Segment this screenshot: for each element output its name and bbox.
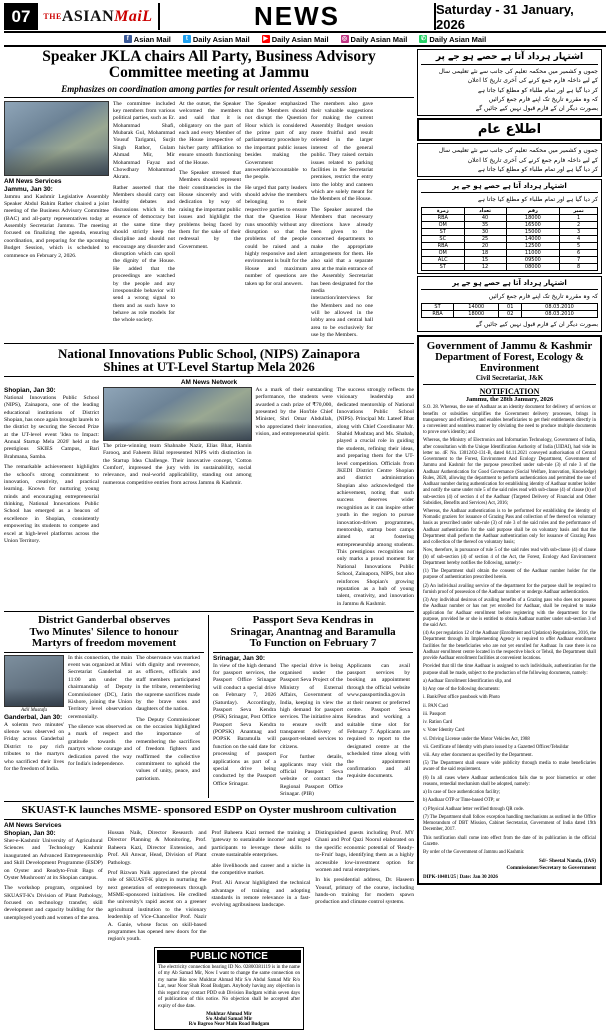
social-youtube[interactable]: [262, 35, 329, 44]
story2-headline-line2: Shines at UT-Level Startup Mela 2026: [103, 359, 315, 375]
social-twitter-label: Daily Asian Mail: [192, 34, 250, 44]
cell: 1: [560, 214, 598, 221]
story5-para3-0: able livelihoods and career and a niche in the competitive market.: [211, 862, 311, 876]
lead-para-5: The Speaker emphasized that the Members should not disrupt the Question Hour which is considered the prime part of any parliamentary procedure by the important public issues besides making the Government answerable/accountable to the people.: [245, 100, 307, 181]
gov-sign-name: Sd/- Sheetal Nanda, (IAS): [538, 858, 596, 865]
gov-para-19: (5) The Department shall ensure wide publicity through media to make beneficiaries aware of the said requirement.: [423, 761, 596, 773]
lead-dateline: Jammu, Jan 30:: [4, 185, 53, 193]
public-notice-sign-address: R/o Bagroo Near Main Road Budgam: [188, 1022, 270, 1028]
lead-byline: AM News Services: [4, 177, 62, 185]
cell: 09500: [506, 256, 560, 263]
story3-headline-line1: District Ganderbal observes: [38, 614, 170, 627]
urdu-head-3: اشتہار ہرداد آتا ہے حصے ہو جے پر: [452, 278, 567, 287]
urdu-th-1: رقم: [506, 207, 560, 214]
urdu-th-0: نمبر: [560, 207, 598, 214]
instagram-icon: ◎: [341, 36, 348, 42]
urdu-table-1: [421, 207, 598, 271]
gov-notification-label: NOTIFICATION: [479, 387, 540, 397]
urdu-line-4-1: بصورت دیگر ان کے فارم قبول نہیں کیے جائیں گے: [475, 320, 598, 328]
table-row: [422, 310, 598, 317]
urdu-line-2-2: کر دیا گیا ہے اور تمام طلباء کو مطلع کیا جاتا ہے: [477, 166, 598, 174]
gov-para-9: a) Aadhaar Enrollment Identification slip, and: [423, 678, 512, 684]
page-number: 07: [4, 3, 38, 30]
cell: 5: [560, 242, 598, 249]
lead-para-2: At the outset, the Speaker welcomed the members and said that it is obligatory on the part of each and every Member of the House irrespective of his/her party affiliation to ensure smooth functioning of the House.: [179, 100, 241, 166]
cell: 08.03.2010: [521, 303, 597, 310]
lead-headline: Speaker JKLA chairs All Party, Business Advisory Committee meeting at Jammu: [42, 48, 376, 82]
cell: 18000: [454, 310, 499, 317]
urdu-head-2: اشتہار ہرداد آتا ہے حصے ہو جے پر: [452, 182, 567, 191]
logo-asian: ASIAN: [61, 7, 115, 25]
story5-para3-1: Prof. Ali Anwar highlighted the technical advantage of training and adopting standards in remote relevance in a fast-evolving agribusiness landscape.: [211, 880, 311, 909]
urdu-line-1-4: بصورت دیگر ان کے فارم قبول نہیں کیے جائیں گے: [475, 105, 598, 113]
story2-para-1: The remarkable achievement highlights the school's strong commitment to innovation, creativity, and practical learning. Known for nurturing young minds and encouraging entrepreneurial thinking, National Innovations Public School has emerged as a beacon of excellence in Shopian, consistently empowering its students to compete and excel at high-level platforms across the Union Territory.: [4, 464, 100, 544]
story2-photo: [103, 387, 252, 441]
cell: 35: [464, 221, 506, 228]
cell: OM: [422, 249, 465, 256]
story4-para-3: For further details, applicants may visit the official Passport Seva website or contact the Regional Passport Office Srinagar. (PIB): [280, 754, 343, 798]
urdu-th-3: زمرہ: [422, 207, 465, 214]
logo-the: THE: [43, 12, 62, 21]
table-row: [422, 235, 598, 242]
cell: 15: [464, 256, 506, 263]
urdu-table-2: [421, 303, 598, 318]
table-row: [422, 242, 598, 249]
urdu-notice-2: [417, 143, 602, 177]
gov-line-1: Government of Jammu & Kashmir: [426, 340, 593, 353]
gov-para-5: (2) An individual availing service of the department for the purpose shall be required to furnish proof of possession of the Aadhaar number or undergo Aadhaar authentication.: [423, 583, 596, 595]
cell: 25: [464, 235, 506, 242]
issue-date: Saturday - 31 January, 2026: [436, 1, 574, 32]
story-nips-article: [4, 347, 414, 609]
lead-para-0: Jammu and Kashmir Legislative Assembly Speaker Abdul Rahim Rather chaired a joint meeting of the Business Advisory Committee (BAC) and all-party representatives today at Assembly Secretariat Jammu. The meeting focused on finalizing the agenda, ensuring coordination, and preparing for the upcoming Budget Session, which is scheduled to commence on February 2, 2026.: [4, 193, 109, 259]
urdu-table-1-header-row: [422, 207, 598, 214]
gov-para-15: v. Voter Identity Card: [423, 728, 465, 734]
story2-para-3: As a mark of their outstanding performance, the students were awarded a cash prize of ₹70,000, presented by the Hon'ble Chief Minister, Shri Omar Abdullah, who appreciated their innovation, vision, and entrepreneurial spirit.: [255, 386, 333, 438]
cell: 40: [464, 214, 506, 221]
public-notice-title: PUBLIC NOTICE: [157, 950, 301, 963]
cell: 8: [560, 263, 598, 270]
story2-para-0: National Innovations Public School (NIPS), Zainapora, one of the leading educational institutions of District Shopian, has once again brought laurels to the district by securing the Second Prize at the UT-level event 'Idea to Impact: Annual Startup Mela 2026' held at the prestigious SKIES Campus, Bari Brahmana, Samba.: [4, 394, 100, 460]
two-story-row: [4, 615, 414, 798]
lead-para-6: He urged that party leaders should advise the members belonging to their respective parties to ensure that the Question Hour runs smoothly without any disruption so that the problems of the people could be raised and a highly responsive and alert environment is built for the House and maximum number of questions are taken up for oral answers.: [245, 184, 307, 287]
cell: OM: [422, 221, 465, 228]
gov-para-26: By order of the Government of Jammu and Kashmir.: [423, 850, 525, 856]
public-notice-box: [154, 947, 304, 1030]
story2-para-4: The success strongly reflects the visionary leadership and dedicated mentorship of National Innovations Public School (NIPS). Principal Mr. Lateef Bhat along with Chief Coordinator Mr. Shahid Mushtaq and Ms. Shabab, played a crucial role in guiding the students, refining their ideas, and preparing them for the UT-level competition. Officials from JKEDI District Centre Shopian and district administration Shopian also acknowledged the achievement, noting that such success deserves wider recognition as it can inspire other youth in the region to pursue innovation-driven programmes, mentorship, startup boot camps aimed at fostering entrepreneurship among students. This prestigious recognition not only marks a proud moment for National Innovations Public School, Zainapora, NIPS, but also reinforces Shopian's growing reputation as a hub of young talent, creativity, and innovation in Jammu & Kashmir.: [336, 386, 414, 607]
gov-para-10: b) Any one of the following documents:: [423, 687, 500, 693]
story4-para-1: The special drive is being organised under the Passport Seva Project of the Ministry of External Affairs, Government of India, keeping in view the high demand for passport services. The initiative aims to ensure swift and transparent delivery of passport-related services to citizens.: [280, 662, 343, 750]
social-handles-bar: [4, 33, 606, 47]
cell: 02: [499, 310, 522, 317]
gov-para-25: This notification shall come into effect from the date of its publication in the official Gazette.: [423, 835, 596, 847]
gov-notification-date: Jammu, the 28th January, 2026: [465, 396, 554, 404]
cell: ST: [422, 303, 454, 310]
story4-headline-line2: Srinagar, Anantnag and Baramulla: [230, 625, 396, 638]
cell: 18000: [506, 214, 560, 221]
gov-line-2: Department of Forest, Ecology & Environment: [435, 352, 584, 375]
gov-sign-title: Commissioner/Secretary to Government: [506, 865, 596, 872]
gov-para-21: a) In case of face authentication facility;: [423, 790, 501, 796]
social-twitter[interactable]: [183, 35, 250, 44]
gov-para-17: vii. Certificate of Identity with photo issued by a Gazetted Officer/Tehsildar: [423, 744, 569, 750]
cell: 11000: [506, 249, 560, 256]
story5-para-0: Sher-e-Kashmir University of Agricultural Sciences and Technology Kashmir inaugurated an Advanced Entrepreneurship and Skill Development Programme (ESDP) on Oyster and Readyto-Fruit Bags of Oyster Mushroom' at its Shopian campus.: [4, 838, 103, 881]
gov-para-7: (4) As per regulation 12 of the Aadhaar (Enrollment and Updation) Regulations, 2016, the Department through its Implementing Agency is required to offer Aadhaar enrollment facilities for the beneficiaries who are not yet enrolled for Aadhaar. In case there is no Aadhaar enrollment centre located in the respective block or Tehsil, the Department shall provide Aadhaar enrollment facilities at convenient locations.: [423, 631, 596, 662]
lead-para-8: The Speaker assured the Members that necessary directions have already been given to the concerned departments to make the appropriate arrangements for them. He also said that a separate area at the main entrance of the Assembly Secretariat has been designated for the media interaction/interviews for the Members and no one will be allowed in the lobby area and central hall area to be exclusively for use by the Members.: [311, 206, 373, 339]
gov-para-0: S.O. 28. Whereas, the use of Aadhaar as an identity document for delivery of services or benefits or subsidies simplifies the Government delivery processes, brings in transparency and efficiency, and enables beneficiaries to get their entitlements directly in a convenient and seamless manner by obviating the need to produce multiple documents to prove one's identity; and: [423, 405, 596, 436]
cell: 6: [560, 249, 598, 256]
table-row: [422, 263, 598, 270]
story3-para-1: In this connection, the main event was organized at Mini Secretariat Ganderbal at 11:00 am under the chairmanship of Deputy Commissioner (DC), Jatin Kishore, joining the Union Territory level observation ceremonially.: [68, 654, 132, 720]
gov-para-1: Whereas, the Ministry of Electronics and Information Technology, Government of India, after consultation with the Unique Identification Authority of India (UIDAI), had vide its letter no. 4F. No. 13012/02-131-B, dated 04.11.2021 conveyed authorisation of Central Government to the Forest, Environment And Ecology Department, Government of Jammu and Kashmir for the purpose prescribed under sub-rule (3) of rule 3 of the Aadhaar Authentication for Good Governance (Social Welfare, Innovation, Knowledge) Rules, 2020, allowing the department to perform authentication and permitted the use of Aadhaar number during authentication for establishing identity of Aadhaar number holder and notify the same under rule 5 of the said rules read with sub-clause (4) of clause (b) of sub-section (4) of section 4 of the Aadhaar (Targeted Delivery of Financial and Other Subsidies, Benefits and Services) Act, 2016;: [423, 438, 596, 506]
right-column: [417, 49, 602, 934]
urdu-notice-4: [417, 276, 602, 333]
urdu-line-1-0: جموں و کشمیر میں محکمہ تعلیم کی جانب سے نئے تعلیمی سال: [438, 68, 598, 75]
cell: 12500: [506, 242, 560, 249]
story2-dateline: Shopian, Jan 30:: [4, 386, 56, 394]
gov-para-22: b) Aadhaar OTP or Time-based OTP; or: [423, 798, 500, 804]
lead-para-3: The Speaker stressed that Members should represent their constituencies in the House sincerely and with dedication by way of raising the important public issues and highlight the problems being faced by them for the sake of their redressal by the Government.: [179, 169, 241, 250]
gov-para-2: Whereas, the Aadhaar authentication is to be performed for establishing the identity of Nomadic graziers for issuance of Grazing Pass and collection of fee thereof on voluntary basis as prescribed under sub-rule (3) of rule 3 of the said rules and the performance of Aadhaar authentication for the said purpose shall be on voluntary basis and that the Department shall perform the Aadhaar authentication only for issuance of Grazing Pass and collection of the thereof on voluntary basis;: [423, 509, 596, 546]
cell: 3: [560, 228, 598, 235]
urdu-line-4-0: کہ وہ مقررہ تاریخ تک اپنے فارم جمع کرائیں: [488, 292, 598, 300]
story2-para-2: The prize-winning team Shahnabe Nazir, Elias Bhat, Hamin Farooq, and Faheem Bilal represented NIPS with distinction in the Startup Idea Challenge. Their innovative concept, 'Cotton Comfort', impressed the jury with its sustainability, social relevance, and real-world applicability, standing out among numerous competitive entries from across Jammu & Kashmir.: [103, 442, 252, 486]
whatsapp-icon: ✆: [420, 36, 426, 42]
social-whatsapp-label: Daily Asian Mail: [429, 34, 487, 44]
story5-dateline: Shopian, Jan 30:: [4, 830, 56, 837]
story-skuast-article: [4, 805, 414, 943]
lead-photo: [4, 101, 109, 176]
gov-body: [423, 405, 596, 856]
urdu-line-3-0: کر دیا گیا ہے اور تمام طلباء کو مطلع کیا جاتا ہے: [477, 196, 598, 204]
cell: 16500: [506, 221, 560, 228]
gov-para-12: ii. PAN Card: [423, 703, 448, 709]
cell: 4: [560, 235, 598, 242]
urdu-banner-itlaa-aam: اطلاع عام: [417, 118, 602, 141]
social-facebook[interactable]: [124, 35, 171, 44]
lead-para-2b: Rather asserted that the Members should carry out healthy debates and discussions which is the essence of democracy but at the same time they should strictly keep the discipline and should not encourage any disorder and disruption which can spoil the dignity of the House. He added that the proceedings are watched by the people and any irresponsible behavior will send a wrong signal to them and as such have to behave as role models for the whole society.: [113, 184, 175, 324]
cell: ALC: [422, 256, 465, 263]
table-row: [422, 214, 598, 221]
gov-para-13: iii. Passport: [423, 711, 446, 717]
cell: RBA: [422, 242, 465, 249]
youtube-icon: ▶: [263, 36, 269, 42]
social-youtube-label: Daily Asian Mail: [271, 34, 329, 44]
story4-headline-line3: To Function on February 7: [249, 637, 377, 650]
table-row: [422, 249, 598, 256]
urdu-notice-3: [417, 179, 602, 273]
cell: 18: [464, 249, 506, 256]
urdu-line-1-1: کے لیے داخلہ فارم جمع کرنے کی آخری تاریخ کا اعلان: [467, 77, 598, 85]
logo-mail: MaiL: [114, 7, 153, 25]
story-ganderbal-article: [4, 615, 204, 798]
urdu-th-2: تعداد: [464, 207, 506, 214]
story4-para-2: Applicants can avail passport services by booking an appointment through the official website www.passportindia.gov.in at their nearest or preferred centre. Passport Seva Kendras and working a suitable time slot for February 7. Applicants are required to report to the designated centre at the scheduled time along with the appointment confirmation and all requisite documents.: [347, 662, 410, 780]
cell: 30: [464, 228, 506, 235]
story5-byline: AM News Services: [4, 822, 62, 829]
story3-para-0: A solemn two minutes' silence was observed on Friday across Ganderbal District to pay rich tributes to the martyrs who sacrificed their lives for the freedom of India.: [4, 721, 64, 772]
table-row: [422, 228, 598, 235]
gov-para-4: (1) The Department shall obtain the consent of the Aadhaar number holder for the purpose of authentication prescribed herein.: [423, 569, 596, 581]
story-passport-article: [213, 615, 413, 798]
cell: 7: [560, 256, 598, 263]
twitter-icon: t: [183, 35, 191, 43]
story3-para-4: The Deputy Commissioner on the occasion highlighted the importance of remembering the sacrifices of freedom fighters and reaffirmed the collective commitment to uphold the values of unity, peace, and patriotism.: [136, 716, 200, 782]
story3-para-2: The observance was marked with dignity and reverence, as officers, officials and staff members participated in the tribute, remembering the supreme sacrifices made by the brave sons and daughters of the nation.: [136, 654, 200, 713]
story5-headline: SKUAST-K launches MSME- sponsored ESDP on Oyster mushroom cultivation: [21, 804, 397, 817]
social-instagram[interactable]: [341, 35, 408, 44]
cell: 2: [560, 221, 598, 228]
story3-para-3: The silence was observed as a mark of respect and gratitude towards the martyrs whose courage and dedication paved the way for India's independence.: [68, 724, 132, 767]
gov-para-23: c) Physical Aadhaar letter verified through QR code.: [423, 806, 524, 812]
urdu-head-1: اشتہار ہرداد آتا ہے حصے ہو جے پر: [435, 52, 584, 62]
story5-para3-2: Distinguished guests including Prof. MY Ghani and Prof Qazi Noorul elaborated on the specific economic potential of 'Ready-to-Fruit' bags, identifying them as a highly accessible low-investment option for women and rural enterprises.: [315, 830, 414, 873]
story3-headline-line2: Two Minutes' Silence to honour: [29, 625, 179, 638]
cell: 08000: [506, 263, 560, 270]
cell: 15000: [506, 228, 560, 235]
government-notification: [417, 335, 602, 885]
gov-para-6: (3) Any individual desirous of availing benefits of a Grazing pass who does not possess the Aadhaar number or has not yet enrolled for Aadhaar, shall be required to make application for Aadhaar enrollment before registering with the department for the purpose, provided he or she is entitled to obtain Aadhaar number under sub-section 3 of the said Act.: [423, 598, 596, 628]
cell: RBA: [422, 310, 454, 317]
gov-para-24: (7) The Department shall follow exception handling mechanisms as outlined in the Office Memorandum of DBT Mission, Cabinet Secretariat, Government of India dated 19th December, 2017.: [423, 814, 596, 833]
gov-para-14: iv. Ration Card: [423, 720, 453, 726]
table-row: [422, 303, 598, 310]
public-notice-sign-father: S/o Abdul Samad Mir: [205, 1017, 253, 1023]
lead-para-7: The members also gave their valuable suggestions for making the current Assembly Budget session more fruitful and result oriented in the larger interest of the general public. They raised certain issues related to parking facilities in the Secretariat premises, restrict the entry into the lobby and canteen which are solely meant for the Members of the House.: [311, 100, 373, 203]
cell: ST: [422, 228, 465, 235]
lead-subhead: Emphasizes on coordination among parties for result oriented Assembly session: [61, 83, 357, 94]
story5-para2-0: Hussan Naik, Director Research and Director Planning & Monitoring, Prof. Baheera Kazi, Director Extension, and Prof. Ali Anwar, Head, Division of Plant Pathology.: [107, 830, 207, 866]
cell: 01: [499, 303, 522, 310]
cell: 14000: [454, 303, 499, 310]
social-facebook-label: Asian Mail: [133, 34, 171, 44]
lead-para-1: The committee included key members from various political parties, such as Er. Mohammad Shafi, Mubarak Gul, Mohammad Yousuf Tarigami, Surjit Singh Rathor, Gulam Ahmad Mir, Mir Mohammad Fayaz and Chowdhary Mohammad Akram.: [113, 100, 175, 181]
cell: 20: [464, 242, 506, 249]
table-row: [422, 221, 598, 228]
story3-dateline: Ganderbal, Jan 30:: [4, 713, 63, 721]
social-whatsapp[interactable]: [419, 35, 486, 44]
urdu-line-1-2: کر دیا گیا ہے اور تمام طلباء کو مطلع کیا جاتا ہے: [477, 86, 598, 94]
cell: 08.03.2010: [521, 310, 597, 317]
cell: 14000: [506, 235, 560, 242]
gov-para-3: Now, therefore, in pursuance of rule 5 of the said rules read with sub-clause (4) of clause (b) of sub-section (4) of section 4 of the Act, the Forest, Ecology And Environment Department hereby notifies the following, namely:-: [423, 548, 596, 566]
facebook-icon: f: [124, 35, 132, 43]
cell: 12: [464, 263, 506, 270]
gov-footer-dipk: DIPK-10481/25 | Date: Jan 30 2026: [423, 874, 498, 880]
table-row: [422, 256, 598, 263]
main-content-column: [4, 48, 414, 1028]
cell: SC: [422, 235, 465, 242]
section-title-news: NEWS: [158, 3, 436, 30]
urdu-line-2-1: کے لیے داخلہ فارم جمع کرنے کی آخری تاریخ کا اعلان: [467, 156, 598, 164]
urdu-line-1-3: کہ وہ مقررہ تاریخ تک اپنے فارم جمع کرائیں: [488, 95, 598, 103]
gov-para-20: (6) In all cases where Aadhaar authentication fails due to poor biometrics or other reasons, remedial mechanism shall be adopted, namely:: [423, 775, 596, 787]
story2-headline-line1: National Innovations Public School, (NIPS) Zainapora: [58, 345, 360, 361]
story3-photo-caption: Adil Mustafa: [21, 707, 47, 713]
gov-para-18: viii. Any other document as specified by the Department.: [423, 752, 533, 758]
publication-logo: [38, 3, 158, 30]
social-instagram-label: Daily Asian Mail: [350, 34, 408, 44]
story4-para-0: In view of the high demand for passport services, the Passport Office Srinagar will conduct a special drive on February 7, 2026 (Saturday). Accordingly, Passport Seva Kendra (PSK) Srinagar, Post Office Passport Seva Kendra (POPSK) Anantnag and POPSK Baramulla will function on the said date for processing of passport applications as part of a special drive being conducted by the Passport Office Srinagar.: [213, 662, 276, 787]
gov-line-3: Civil Secretariat, J&K: [475, 374, 544, 383]
story5-para2-2: Prof Baheera Kazi termed the training a 'gateway to sustainable income' and urged participants to leverage these skills to create sustainable enterprises.: [211, 830, 311, 859]
gov-para-16: vi. Driving License under the Motor Vehicles Act, 1988: [423, 736, 530, 742]
story3-photo: [4, 655, 64, 707]
public-notice-body: The electricity connection bearing ID No. 02800381119 is in the name of my Ab Samad Mir, Now I want to change the same connection on my name Bio now Mukhtar Ahmad Mir S/o Abdul Samad Mir R/o Lar, near Noor Shah Road Budgam. Anybody having any objection in this regard may contact PDD sub Division Budgam within seven days of publication of this notice. No objection shall be accepted after expiry of due date.: [158, 964, 300, 1009]
page-columns: [4, 48, 606, 1028]
gov-signature: [423, 858, 596, 872]
urdu-line-2-0: جموں و کشمیر میں محکمہ تعلیم کی جانب سے نئے تعلیمی سال: [438, 147, 598, 155]
cell: ST: [422, 263, 465, 270]
story5-para2-1: Prof Rizwan Naik appreciated the pivotal role of SKUAST-K plays in nurturing the next generation of entrepreneurs through MSME-sponsored initiatives. He credited the university's rapid ascent on a greener agricultural institution to the visionary leadership of Vice-Chancellor Prof. Nazir A. Ganie, whose focus on skill-based programmes has opened new doors for the region's youth.: [107, 869, 207, 943]
urdu-notice-1: [417, 49, 602, 116]
story4-dateline: Srinagar, Jan 30:: [213, 654, 266, 662]
gov-footer: [423, 875, 596, 880]
gov-para-11: i. Bank/Post office passbook with Photo: [423, 695, 500, 701]
story5-para-1: The workshop program, organised by SKUAST-K's Division of Plant Pathology, focused on technology transfer, skill development and capacity building for the unemployed youth and women of the area.: [4, 885, 103, 921]
story5-para3-3: In his presidential address, Dr. Haseem Yousuf, primary of the course, including hands-on training for modern spawn production and climate control systems.: [315, 877, 414, 906]
story4-headline-line1: Passport Seva Kendras in: [252, 614, 374, 627]
lead-article: [4, 49, 414, 340]
cell: RBA: [422, 214, 465, 221]
masthead: [4, 3, 606, 33]
gov-para-8: Provided that till the time Aadhaar is assigned to such individuals, authentication for the purpose shall be made, subject to the production of the following documents, namely:: [423, 664, 596, 676]
story3-headline-line3: Martyrs of freedom movement: [31, 637, 177, 650]
public-notice-sign-name: Mukhtar Ahmad Mir: [206, 1012, 252, 1018]
story2-byline: AM News Network: [180, 378, 238, 386]
